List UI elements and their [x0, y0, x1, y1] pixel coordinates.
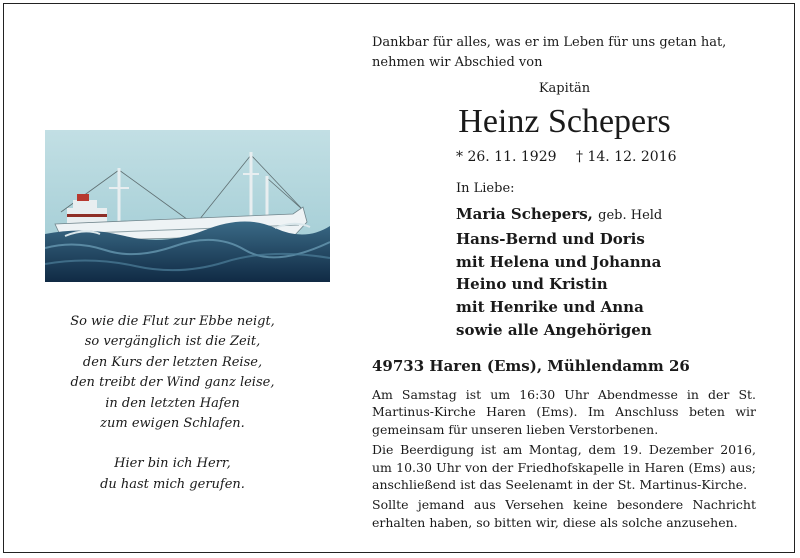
- mourners-heading: In Liebe:: [456, 181, 515, 196]
- mourner-spouse: [456, 203, 756, 228]
- poem-line: Hier bin ich Herr,: [114, 456, 231, 472]
- mourner-line: sowie alle Angehörigen: [456, 320, 652, 339]
- poem-line: du hast mich gerufen.: [100, 476, 245, 492]
- intro-line: Dankbar für alles, was er im Leben für uns getan hat,: [372, 35, 727, 50]
- spouse-maiden-name: geb. Held: [598, 208, 663, 223]
- deceased-name: Heinz Schepers: [458, 103, 671, 140]
- death-date: † 14. 12. 2016: [576, 149, 677, 165]
- intro-text: [372, 33, 757, 73]
- service-details: [372, 386, 756, 534]
- poem: [45, 312, 300, 495]
- service-paragraph: Am Samstag ist um 16:30 Uhr Abendmesse in der St. Martinus-Kirche Haren (Ems). Im Anschluss beten wir gemeinsam für unseren lieben Verstorbenen.: [372, 387, 756, 437]
- poem-line: so vergänglich ist die Zeit,: [84, 334, 261, 350]
- poem-line: in den letzten Hafen: [105, 395, 240, 411]
- service-paragraph: Sollte jemand aus Versehen keine besondere Nachricht erhalten haben, so bitten wir, diese als solche anzusehen.: [372, 497, 756, 530]
- spouse-name: Maria Schepers,: [456, 205, 593, 223]
- poem-line: den Kurs der letzten Reise,: [82, 354, 263, 370]
- poem-line: zum ewigen Schlafen.: [100, 416, 245, 432]
- deceased-rank: Kapitän: [538, 81, 591, 96]
- family-address: 49733 Haren (Ems), Mühlendamm 26: [372, 357, 690, 375]
- mourner-line: mit Helena und Johanna: [456, 252, 662, 271]
- poem-line: So wie die Flut zur Ebbe neigt,: [70, 314, 275, 329]
- intro-line: nehmen wir Abschied von: [372, 55, 543, 70]
- mourners-list: [456, 203, 756, 342]
- mourner-line: Heino und Kristin: [456, 275, 608, 294]
- mourner-line: Hans-Bernd und Doris: [456, 229, 645, 248]
- mourner-line: mit Henrike und Anna: [456, 298, 644, 317]
- poem-line: den treibt der Wind ganz leise,: [70, 375, 275, 391]
- ship-painting: [45, 130, 330, 282]
- service-paragraph: Die Beerdigung ist am Montag, dem 19. Dezember 2016, um 10.30 Uhr von der Friedhofskapelle in Haren (Ems) aus; anschließend ist das Seelenamt in der St. Martinus-Kirche.: [372, 442, 756, 493]
- birth-date: * 26. 11. 1929: [456, 149, 557, 165]
